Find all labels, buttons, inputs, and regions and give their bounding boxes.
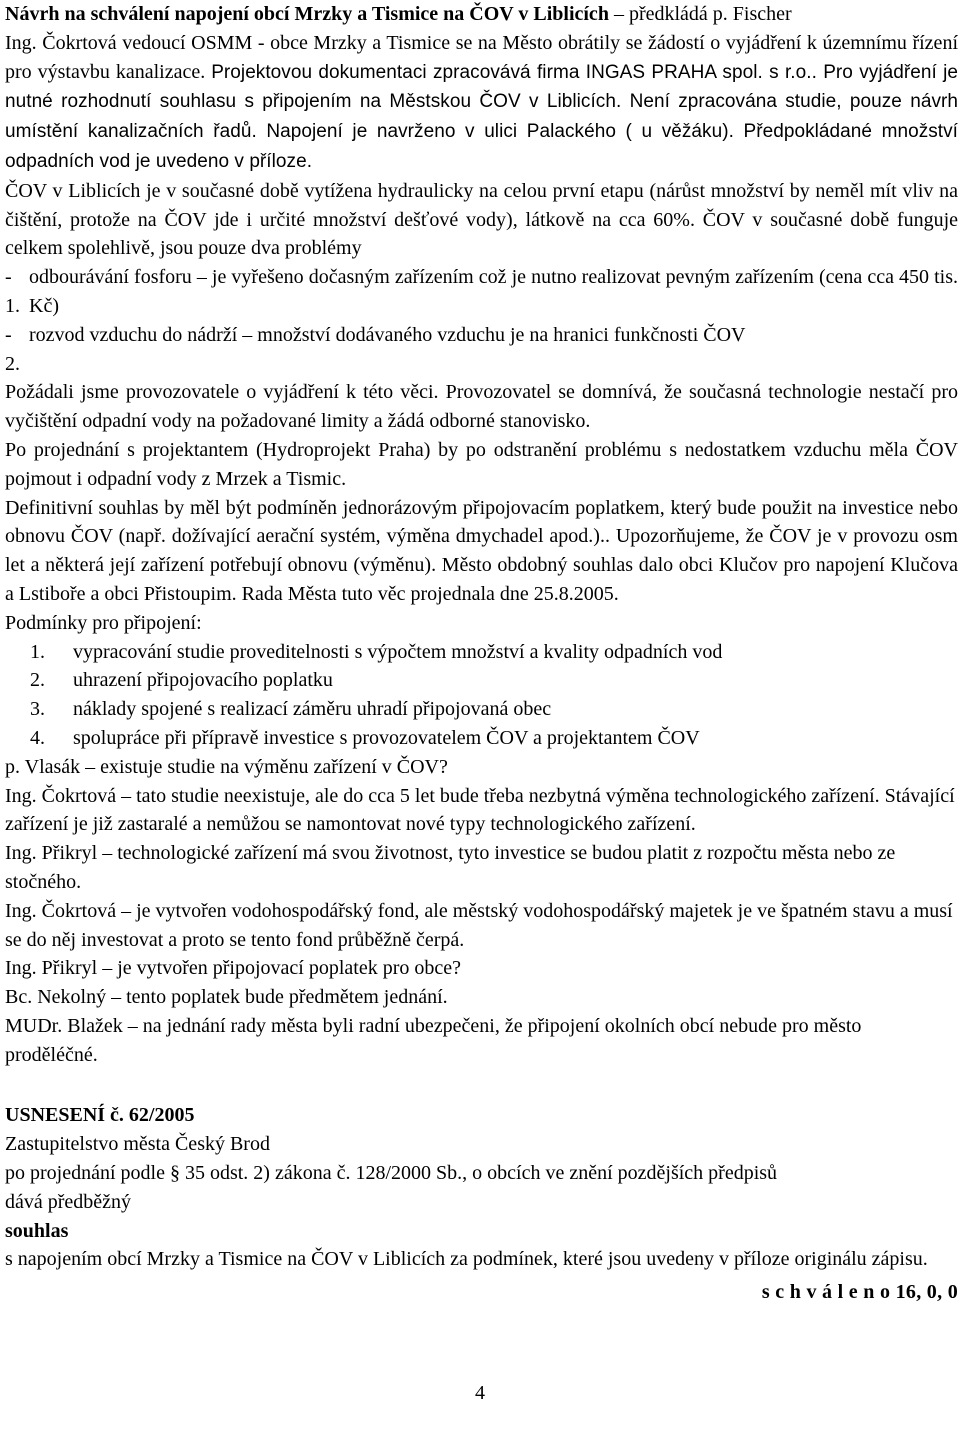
agenda-item-presenter: – předkládá p. Fischer — [608, 3, 792, 25]
discussion-item: MUDr. Blažek – na jednání rady města byli radní ubezpečeni, že připojení okolních obcí nebude pro město proděléčné. — [5, 1014, 862, 1066]
vote-result: s c h v á l e n o 16, 0, 0 — [761, 1281, 958, 1304]
wwtp-status-paragraph: ČOV v Liblicích je v současné době vytížena hydraulicky na celou první etapu (nárůst množství by neměl mít vliv na čištění, protože na ČOV jde i určité množství dešťové vody), látkově na cca 60%. ČOV v současné době funguje celkem spolehlivě, jsou pouze dva problémy — [5, 179, 958, 260]
problem-marker: - 1. — [5, 266, 20, 317]
condition-item: 4. spolupráce při přípravě investice s provozovatelem ČOV a projektantem ČOV — [50, 724, 958, 753]
problem-text: odbourávání fosforu – je vyřešeno dočasným zařízením což je nutno realizovat pevným zařízením (cena cca 450 tis. Kč) — [29, 266, 958, 317]
resolution-body: Zastupitelstvo města Český Brod — [5, 1133, 270, 1156]
intro-text-serif: Ing. Čokrtová vedoucí OSMM - obce Mrzky a Tismice se na Město obrátily se žádostí o vyjádření k územnímu řízení pro výstavbu kanalizace. — [5, 31, 958, 83]
intro-text-sans: Projektovou dokumentaci zpracovává firma INGAS PRAHA spol. s r.o.. Pro vyjádření je nutné rozhodnutí souhlasu s připojením na Městskou ČOV v Liblicích. Není zpracována studie, pouze návrh umístění kanalizačních řadů. Napojení je navrženo v ulici Palackého ( u věžáku). Předpokládané množství odpadních vod je uvedeno v příloze. — [5, 61, 958, 172]
document-page — [5, 0, 958, 1307]
resolution-basis: po projednání podle § 35 odst. 2) zákona č. 128/2000 Sb., o obcích ve znění pozdějších předpisů — [5, 1162, 778, 1185]
conditions-heading: Podmínky pro připojení: — [5, 611, 202, 634]
resolution-text: s napojením obcí Mrzky a Tismice na ČOV v Liblicích za podmínek, které jsou uvedeny v příloze originálu zápisu. — [5, 1248, 928, 1271]
condition-item: 2. uhrazení připojovacího poplatku — [50, 666, 958, 695]
resolution-verb: dává předběžný — [5, 1190, 132, 1213]
discussion-item: Ing. Přikryl – je vytvořen připojovací poplatek pro obce? — [5, 957, 461, 980]
body-paragraph: Po projednání s projektantem (Hydroprojekt Praha) by po odstranění problému s nedostatkem vzduchu měla ČOV pojmout i odpadní vody z Mrzek a Tismic. — [5, 438, 958, 490]
agenda-item-title: Návrh na schválení napojení obcí Mrzky a Tismice na ČOV v Liblicích — [5, 3, 609, 25]
problem-marker: - 2. — [5, 323, 20, 375]
discussion-item: p. Vlasák – existuje studie na výměnu zařízení v ČOV? — [5, 755, 448, 778]
problem-text: rozvod vzduchu do nádrží – množství dodávaného vzduchu je na hranici funkčnosti ČOV — [29, 323, 746, 346]
resolution-title: USNESENÍ č. 62/2005 — [5, 1104, 195, 1127]
discussion-item: Ing. Přikryl – technologické zařízení má svou životnost, tyto investice se budou platit z rozpočtu města nebo ze stočného. — [5, 842, 896, 893]
discussion-item: Ing. Čokrtová – tato studie neexistuje, ale do cca 5 let bude třeba nezbytná výměna technologického zařízení. Stávající zařízení je již zastaralé a nemůžou se namontovat nové typy technologického zařízení. — [5, 784, 955, 836]
intro-paragraph — [5, 29, 958, 177]
problem-item — [5, 321, 958, 379]
condition-item: 3. náklady spojené s realizací záměru uhradí připojovaná obec — [50, 695, 958, 724]
problem-item — [5, 263, 958, 321]
heading-paragraph — [5, 0, 958, 29]
conditions-list — [5, 638, 958, 753]
resolution-object: souhlas — [5, 1219, 69, 1242]
discussion-item: Ing. Čokrtová – je vytvořen vodohospodářský fond, ale městský vodohospodářský majetek je ve špatném stavu a musí se do něj investovat a proto se tento fond průběžně čerpá. — [5, 899, 953, 951]
discussion-item: Bc. Nekolný – tento poplatek bude předmětem jednání. — [5, 986, 448, 1009]
body-paragraph: Definitivní souhlas by měl být podmíněn jednorázovým připojovacím poplatkem, který bude použit na investice nebo obnovu ČOV (např. dožívající aerační systém, výměna dmychadel apod.).. Upozorňujeme, že ČOV je v provozu osm let a některá její zařízení potřebují obnovu (výměnu). Město obdobný souhlas dalo obci Klučov pro napojení Klučova a Lstibořе a obci Přistoupim. Rada Města tuto věc projednala dne 25.8.2005. — [5, 496, 958, 605]
page-number: 4 — [475, 1382, 485, 1404]
section-spacer — [5, 1069, 958, 1101]
condition-item: 1. vypracování studie proveditelnosti s výpočtem množství a kvality odpadních vod — [50, 638, 958, 667]
body-paragraph: Požádali jsme provozovatele o vyjádření k této věci. Provozovatel se domnívá, že současná technologie nestačí pro vyčištění odpadní vody na požadované limity a žádá odborné stanovisko. — [5, 381, 958, 433]
